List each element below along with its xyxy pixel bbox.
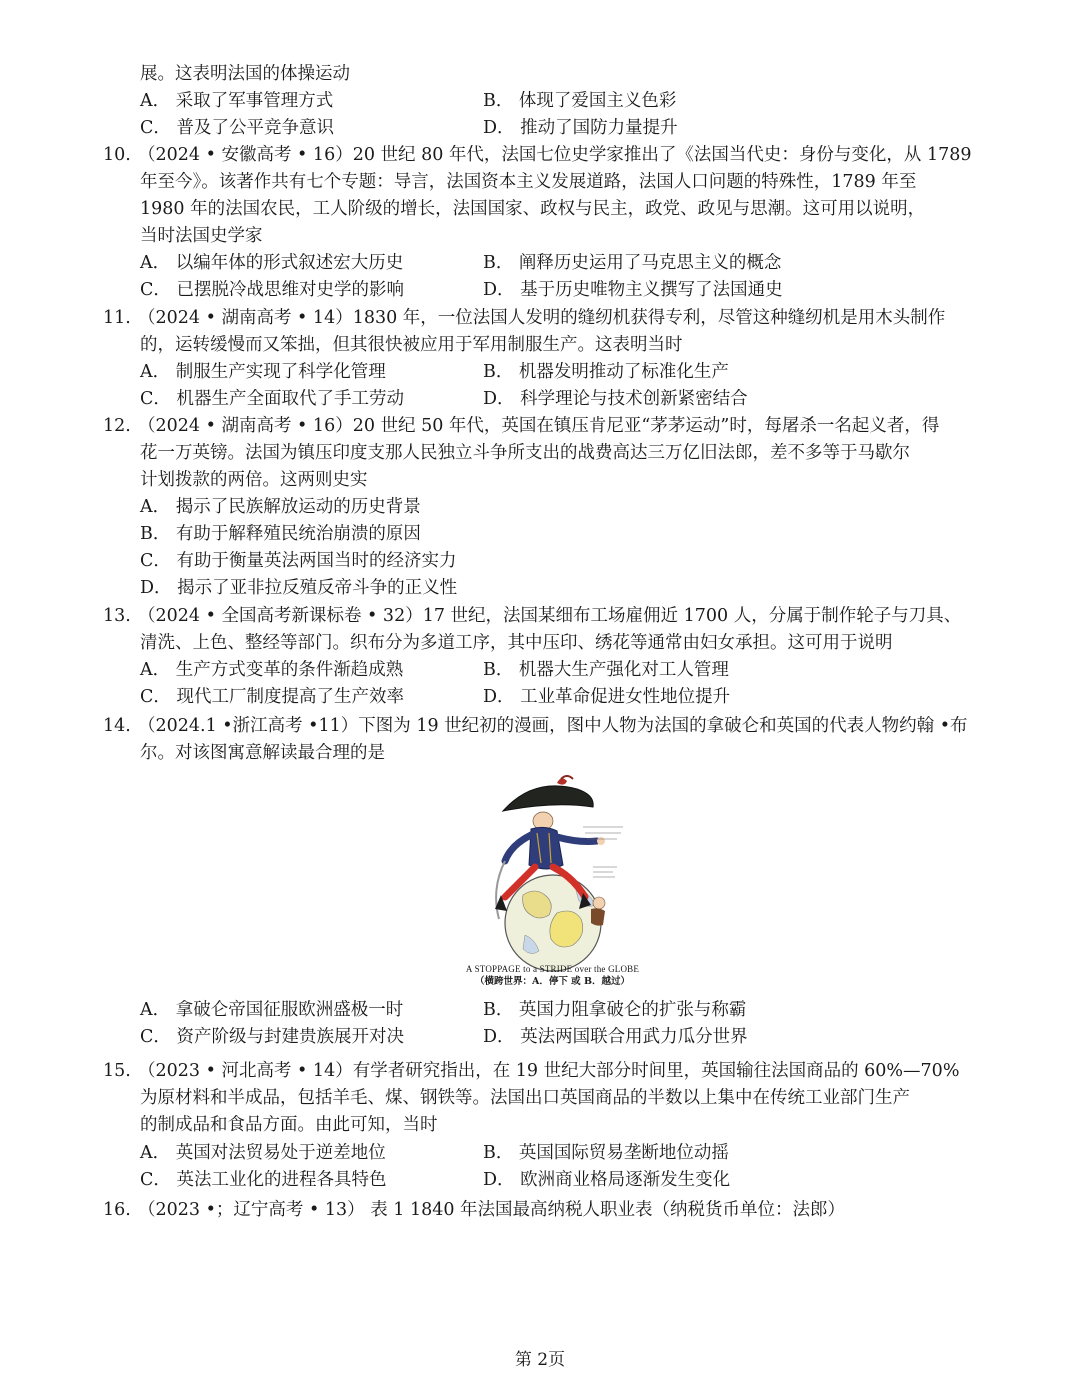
q11-option-a: A． 制服生产实现了科学化管理 — [140, 362, 386, 382]
q15-stem-line: 的制成品和食品方面。由此可知，当时 — [140, 1115, 438, 1135]
q13-stem-line: （2024 • 全国高考新课标卷 • 32）17 世纪，法国某细布工场雇佣近 1700 人，分属于制作轮子与刀具、 — [138, 606, 962, 626]
cartoon-caption-english: A STOPPAGE to a STRIDE over the GLOBE — [465, 964, 640, 974]
q10-option-b: B． 阐释历史运用了马克思主义的概念 — [483, 253, 782, 273]
q11-option-b: B． 机器发明推动了标准化生产 — [483, 362, 729, 382]
q14-option-a: A． 拿破仑帝国征服欧洲盛极一时 — [140, 1000, 404, 1020]
q15-option-b: B． 英国国际贸易垄断地位动摇 — [483, 1143, 729, 1163]
q13-number: 13. — [103, 606, 131, 626]
page-number: 第 2页 — [514, 1350, 566, 1370]
q14-stem-line: 尔。对该图寓意解读最合理的是 — [140, 743, 385, 763]
q10-option-c: C． 已摆脱冷战思维对史学的影响 — [140, 280, 404, 300]
q9-option-b: B． 体现了爱国主义色彩 — [483, 91, 677, 111]
q11-option-c: C． 机器生产全面取代了手工劳动 — [140, 389, 404, 409]
q13-option-d: D． 工业革命促进女性地位提升 — [483, 687, 731, 707]
q14-stem-line: （2024.1 •浙江高考 •11）下图为 19 世纪初的漫画，图中人物为法国的拿破仑和英国的代表人物约翰 •布 — [138, 716, 968, 736]
q14-option-b: B． 英国力阻拿破仑的扩张与称霸 — [483, 1000, 747, 1020]
q15-stem-line: （2023 • 河北高考 • 14）有学者研究指出，在 19 世纪大部分时间里，英国输往法国商品的 60%—70% — [138, 1061, 960, 1081]
q13-option-a: A． 生产方式变革的条件渐趋成熟 — [140, 660, 404, 680]
q10-option-a: A． 以编年体的形式叙述宏大历史 — [140, 253, 404, 273]
q10-stem-line: 年至今》。该著作共有七个专题：导言，法国资本主义发展道路，法国人口问题的特殊性，1789 年至 — [140, 172, 917, 192]
q11-number: 11. — [103, 308, 131, 328]
q9-option-d: D． 推动了国防力量提升 — [483, 118, 678, 138]
q11-stem-line: （2024 • 湖南高考 • 14）1830 年，一位法国人发明的缝纫机获得专利，尽管这种缝纫机是用木头制作 — [138, 308, 946, 328]
q11-option-d: D． 科学理论与技术创新紧密结合 — [483, 389, 748, 409]
cartoon-caption-chinese: （横跨世界：A．停下 或 B．越过） — [474, 976, 630, 987]
q16-number: 16. — [103, 1200, 131, 1220]
q13-option-c: C． 现代工厂制度提高了生产效率 — [140, 687, 404, 707]
q12-number: 12. — [103, 416, 131, 436]
q15-option-a: A． 英国对法贸易处于逆差地位 — [140, 1143, 386, 1163]
q10-stem-line: 1980 年的法国农民，工人阶级的增长，法国国家、政权与民主，政党、政见与思潮。这可用以说明， — [140, 199, 926, 219]
cartoon-drawing — [465, 775, 640, 990]
q10-stem-line: （2024 • 安徽高考 • 16）20 世纪 80 年代，法国七位史学家推出了《法国当代史：身份与变化，从 1789 — [138, 145, 972, 165]
q12-stem-line: 花一万英镑。法国为镇压印度支那人民独立斗争所支出的战费高达三万亿旧法郎，差不多等于马歇尔 — [140, 443, 910, 463]
q10-option-d: D． 基于历史唯物主义撰写了法国通史 — [483, 280, 783, 300]
q9-option-c: C． 普及了公平竞争意识 — [140, 118, 334, 138]
q15-option-c: C． 英法工业化的进程各具特色 — [140, 1170, 387, 1190]
q12-option-c: C． 有助于衡量英法两国当时的经济实力 — [140, 551, 457, 571]
napoleon-cartoon-image — [465, 775, 640, 990]
q9-option-a: A． 采取了军事管理方式 — [140, 91, 334, 111]
q14-option-d: D． 英法两国联合用武力瓜分世界 — [483, 1027, 748, 1047]
q15-number: 15. — [103, 1061, 131, 1081]
q10-number: 10. — [103, 145, 131, 165]
q13-option-b: B． 机器大生产强化对工人管理 — [483, 660, 729, 680]
q15-option-d: D． 欧洲商业格局逐渐发生变化 — [483, 1170, 731, 1190]
q15-stem-line: 为原材料和半成品，包括羊毛、煤、钢铁等。法国出口英国商品的半数以上集中在传统工业部门生产 — [140, 1088, 910, 1108]
q9-stem-tail: 展。这表明法国的体操运动 — [140, 64, 350, 84]
q14-option-c: C． 资产阶级与封建贵族展开对决 — [140, 1027, 404, 1047]
q12-option-d: D． 揭示了亚非拉反殖反帝斗争的正义性 — [140, 578, 458, 598]
q13-stem-line: 清洗、上色、整经等部门。织布分为多道工序，其中压印、绣花等通常由妇女承担。这可用于说明 — [140, 633, 893, 653]
q12-option-b: B． 有助于解释殖民统治崩溃的原因 — [140, 524, 421, 544]
q12-option-a: A． 揭示了民族解放运动的历史背景 — [140, 497, 421, 517]
q11-stem-line: 的，运转缓慢而又笨拙，但其很快被应用于军用制服生产。这表明当时 — [140, 335, 683, 355]
q14-number: 14. — [103, 716, 131, 736]
q10-stem-line: 当时法国史学家 — [140, 226, 263, 246]
q16-stem-line: （2023 •；辽宁高考 • 13） 表 1 1840 年法国最高纳税人职业表（纳税货币单位：法郎） — [138, 1200, 846, 1220]
q12-stem-line: （2024 • 湖南高考 • 16）20 世纪 50 年代，英国在镇压肯尼亚“茅茅运动”时，每屠杀一名起义者，得 — [138, 416, 940, 436]
q12-stem-line: 计划拨款的两倍。这两则史实 — [140, 470, 368, 490]
